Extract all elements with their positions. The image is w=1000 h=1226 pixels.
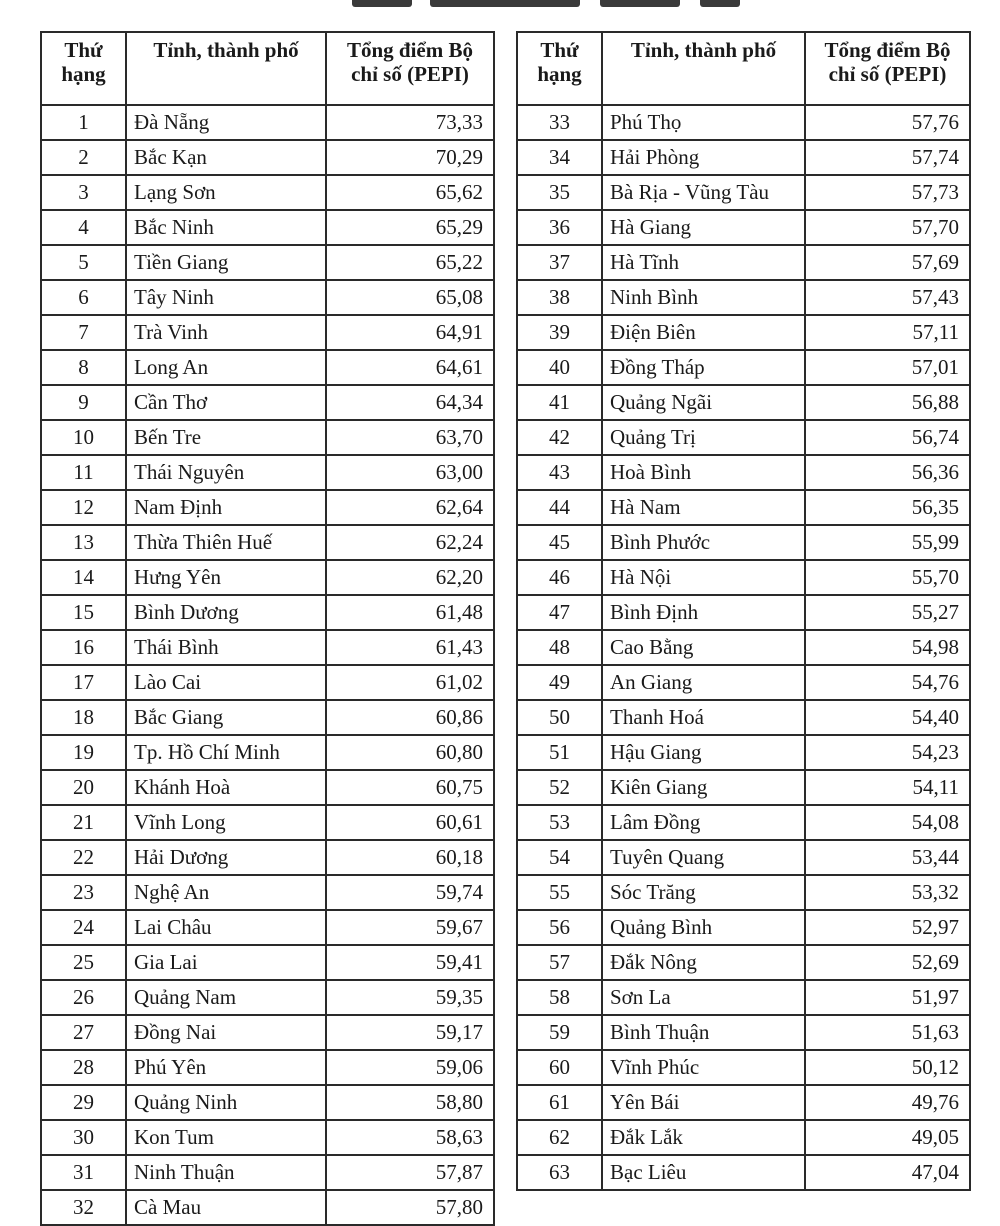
rank-cell: 11 bbox=[41, 455, 126, 490]
rank-cell: 7 bbox=[41, 315, 126, 350]
rank-cell: 32 bbox=[41, 1190, 126, 1225]
rank-cell: 5 bbox=[41, 245, 126, 280]
province-cell: Bình Dương bbox=[126, 595, 326, 630]
table-row bbox=[41, 735, 494, 770]
table-row bbox=[41, 350, 494, 385]
score-cell: 62,20 bbox=[326, 560, 494, 595]
table-row bbox=[517, 385, 970, 420]
score-cell: 59,67 bbox=[326, 910, 494, 945]
score-cell: 60,18 bbox=[326, 840, 494, 875]
score-cell: 57,43 bbox=[805, 280, 970, 315]
rank-cell: 24 bbox=[41, 910, 126, 945]
table-row bbox=[517, 105, 970, 140]
rank-cell: 14 bbox=[41, 560, 126, 595]
rank-cell: 49 bbox=[517, 665, 602, 700]
table-row bbox=[517, 735, 970, 770]
header-score-line2: chỉ số (PEPI) bbox=[351, 62, 469, 86]
table-row bbox=[41, 945, 494, 980]
province-cell: Thanh Hoá bbox=[602, 700, 805, 735]
score-cell: 59,06 bbox=[326, 1050, 494, 1085]
rank-cell: 16 bbox=[41, 630, 126, 665]
header-rank-line1: Thứ bbox=[64, 38, 103, 62]
rank-cell: 31 bbox=[41, 1155, 126, 1190]
rank-cell: 9 bbox=[41, 385, 126, 420]
rank-cell: 44 bbox=[517, 490, 602, 525]
rank-cell: 17 bbox=[41, 665, 126, 700]
province-cell: Kiên Giang bbox=[602, 770, 805, 805]
score-cell: 64,34 bbox=[326, 385, 494, 420]
score-cell: 47,04 bbox=[805, 1155, 970, 1190]
province-cell: Thái Nguyên bbox=[126, 455, 326, 490]
table-row bbox=[41, 1155, 494, 1190]
score-cell: 62,64 bbox=[326, 490, 494, 525]
province-cell: Bắc Ninh bbox=[126, 210, 326, 245]
province-cell: Khánh Hoà bbox=[126, 770, 326, 805]
province-cell: Lai Châu bbox=[126, 910, 326, 945]
score-cell: 57,69 bbox=[805, 245, 970, 280]
table-row bbox=[41, 630, 494, 665]
score-cell: 49,76 bbox=[805, 1085, 970, 1120]
rank-cell: 29 bbox=[41, 1085, 126, 1120]
province-cell: Hậu Giang bbox=[602, 735, 805, 770]
province-cell: Hải Dương bbox=[126, 840, 326, 875]
table-row bbox=[517, 140, 970, 175]
rank-cell: 51 bbox=[517, 735, 602, 770]
province-cell: An Giang bbox=[602, 665, 805, 700]
rank-cell: 48 bbox=[517, 630, 602, 665]
table-row bbox=[517, 875, 970, 910]
rank-cell: 50 bbox=[517, 700, 602, 735]
province-cell: Nam Định bbox=[126, 490, 326, 525]
table-row bbox=[41, 140, 494, 175]
table-row bbox=[41, 1050, 494, 1085]
score-cell: 53,32 bbox=[805, 875, 970, 910]
score-cell: 54,23 bbox=[805, 735, 970, 770]
score-cell: 51,63 bbox=[805, 1015, 970, 1050]
rank-cell: 8 bbox=[41, 350, 126, 385]
table-row bbox=[41, 700, 494, 735]
table-header-row bbox=[517, 32, 970, 105]
province-cell: Tây Ninh bbox=[126, 280, 326, 315]
rank-cell: 1 bbox=[41, 105, 126, 140]
province-cell: Bạc Liêu bbox=[602, 1155, 805, 1190]
province-cell: Cần Thơ bbox=[126, 385, 326, 420]
table-row bbox=[517, 1120, 970, 1155]
score-cell: 56,35 bbox=[805, 490, 970, 525]
rank-cell: 13 bbox=[41, 525, 126, 560]
province-cell: Điện Biên bbox=[602, 315, 805, 350]
table-row bbox=[517, 350, 970, 385]
province-cell: Quảng Ninh bbox=[126, 1085, 326, 1120]
province-cell: Hoà Bình bbox=[602, 455, 805, 490]
rank-cell: 15 bbox=[41, 595, 126, 630]
rank-cell: 43 bbox=[517, 455, 602, 490]
province-cell: Hà Giang bbox=[602, 210, 805, 245]
table-row bbox=[517, 945, 970, 980]
rank-cell: 54 bbox=[517, 840, 602, 875]
score-cell: 55,70 bbox=[805, 560, 970, 595]
province-cell: Sóc Trăng bbox=[602, 875, 805, 910]
table-row bbox=[517, 700, 970, 735]
rank-cell: 40 bbox=[517, 350, 602, 385]
ranking-table-right bbox=[516, 31, 971, 1191]
table-row bbox=[517, 420, 970, 455]
rank-cell: 21 bbox=[41, 805, 126, 840]
score-cell: 60,61 bbox=[326, 805, 494, 840]
score-cell: 73,33 bbox=[326, 105, 494, 140]
score-cell: 57,80 bbox=[326, 1190, 494, 1225]
rank-cell: 35 bbox=[517, 175, 602, 210]
table-row bbox=[41, 560, 494, 595]
rank-cell: 3 bbox=[41, 175, 126, 210]
header-rank-line2: hạng bbox=[537, 62, 582, 86]
header-score-line2: chỉ số (PEPI) bbox=[828, 62, 947, 86]
rank-cell: 26 bbox=[41, 980, 126, 1015]
province-cell: Đắk Nông bbox=[602, 945, 805, 980]
table-row bbox=[517, 1085, 970, 1120]
table-row bbox=[41, 210, 494, 245]
table-row bbox=[517, 1050, 970, 1085]
score-cell: 57,11 bbox=[805, 315, 970, 350]
table-row bbox=[41, 875, 494, 910]
province-cell: Yên Bái bbox=[602, 1085, 805, 1120]
rank-cell: 57 bbox=[517, 945, 602, 980]
table-row bbox=[41, 1120, 494, 1155]
score-cell: 65,22 bbox=[326, 245, 494, 280]
table-row bbox=[517, 1155, 970, 1190]
table-row bbox=[41, 910, 494, 945]
rank-cell: 18 bbox=[41, 700, 126, 735]
rank-cell: 61 bbox=[517, 1085, 602, 1120]
score-cell: 70,29 bbox=[326, 140, 494, 175]
score-cell: 60,75 bbox=[326, 770, 494, 805]
score-cell: 54,76 bbox=[805, 665, 970, 700]
province-cell: Tiền Giang bbox=[126, 245, 326, 280]
province-cell: Cao Bằng bbox=[602, 630, 805, 665]
province-cell: Lào Cai bbox=[126, 665, 326, 700]
score-cell: 49,05 bbox=[805, 1120, 970, 1155]
province-cell: Ninh Thuận bbox=[126, 1155, 326, 1190]
province-cell: Hưng Yên bbox=[126, 560, 326, 595]
header-province bbox=[602, 32, 805, 105]
header-rank-line1: Thứ bbox=[540, 38, 579, 62]
province-cell: Bình Thuận bbox=[602, 1015, 805, 1050]
score-cell: 65,08 bbox=[326, 280, 494, 315]
score-cell: 54,08 bbox=[805, 805, 970, 840]
score-cell: 52,69 bbox=[805, 945, 970, 980]
score-cell: 57,87 bbox=[326, 1155, 494, 1190]
score-cell: 59,74 bbox=[326, 875, 494, 910]
table-row bbox=[41, 595, 494, 630]
table-row bbox=[517, 980, 970, 1015]
table-row bbox=[41, 105, 494, 140]
score-cell: 53,44 bbox=[805, 840, 970, 875]
province-cell: Quảng Nam bbox=[126, 980, 326, 1015]
score-cell: 60,80 bbox=[326, 735, 494, 770]
header-rank-line2: hạng bbox=[61, 62, 106, 86]
rank-cell: 58 bbox=[517, 980, 602, 1015]
table-row bbox=[517, 910, 970, 945]
score-cell: 57,70 bbox=[805, 210, 970, 245]
table-row bbox=[41, 315, 494, 350]
table-row bbox=[41, 385, 494, 420]
ranking-table-left bbox=[40, 31, 495, 1226]
rank-cell: 56 bbox=[517, 910, 602, 945]
province-cell: Bà Rịa - Vũng Tàu bbox=[602, 175, 805, 210]
table-row bbox=[41, 805, 494, 840]
table-header-row bbox=[41, 32, 494, 105]
rank-cell: 39 bbox=[517, 315, 602, 350]
score-cell: 61,48 bbox=[326, 595, 494, 630]
province-cell: Phú Yên bbox=[126, 1050, 326, 1085]
score-cell: 58,63 bbox=[326, 1120, 494, 1155]
score-cell: 64,91 bbox=[326, 315, 494, 350]
header-rank bbox=[41, 32, 126, 105]
province-cell: Bình Phước bbox=[602, 525, 805, 560]
rank-cell: 19 bbox=[41, 735, 126, 770]
header-score bbox=[805, 32, 970, 105]
table-row bbox=[41, 490, 494, 525]
score-cell: 50,12 bbox=[805, 1050, 970, 1085]
table-row bbox=[41, 280, 494, 315]
header-score bbox=[326, 32, 494, 105]
rank-cell: 41 bbox=[517, 385, 602, 420]
province-cell: Lâm Đồng bbox=[602, 805, 805, 840]
province-cell: Vĩnh Long bbox=[126, 805, 326, 840]
table-row bbox=[41, 980, 494, 1015]
rank-cell: 42 bbox=[517, 420, 602, 455]
rank-cell: 28 bbox=[41, 1050, 126, 1085]
rank-cell: 4 bbox=[41, 210, 126, 245]
province-cell: Đồng Nai bbox=[126, 1015, 326, 1050]
score-cell: 64,61 bbox=[326, 350, 494, 385]
rank-cell: 25 bbox=[41, 945, 126, 980]
province-cell: Bình Định bbox=[602, 595, 805, 630]
rank-cell: 62 bbox=[517, 1120, 602, 1155]
score-cell: 62,24 bbox=[326, 525, 494, 560]
province-cell: Đà Nẵng bbox=[126, 105, 326, 140]
province-cell: Ninh Bình bbox=[602, 280, 805, 315]
province-cell: Bắc Giang bbox=[126, 700, 326, 735]
score-cell: 56,88 bbox=[805, 385, 970, 420]
score-cell: 59,17 bbox=[326, 1015, 494, 1050]
header-score-line1: Tổng điểm Bộ bbox=[824, 38, 951, 62]
province-cell: Hà Nội bbox=[602, 560, 805, 595]
rank-cell: 33 bbox=[517, 105, 602, 140]
table-row bbox=[41, 525, 494, 560]
province-cell: Phú Thọ bbox=[602, 105, 805, 140]
table-body-right bbox=[517, 105, 970, 1190]
table-row bbox=[41, 455, 494, 490]
rank-cell: 52 bbox=[517, 770, 602, 805]
table-row bbox=[41, 1085, 494, 1120]
table-row bbox=[517, 770, 970, 805]
score-cell: 63,70 bbox=[326, 420, 494, 455]
province-cell: Thái Bình bbox=[126, 630, 326, 665]
rank-cell: 6 bbox=[41, 280, 126, 315]
rank-cell: 34 bbox=[517, 140, 602, 175]
table-row bbox=[517, 840, 970, 875]
rank-cell: 10 bbox=[41, 420, 126, 455]
rank-cell: 60 bbox=[517, 1050, 602, 1085]
score-cell: 55,27 bbox=[805, 595, 970, 630]
score-cell: 52,97 bbox=[805, 910, 970, 945]
table-row bbox=[517, 805, 970, 840]
table-row bbox=[517, 490, 970, 525]
rank-cell: 38 bbox=[517, 280, 602, 315]
table-row bbox=[517, 280, 970, 315]
table-row bbox=[517, 315, 970, 350]
score-cell: 60,86 bbox=[326, 700, 494, 735]
table-row bbox=[41, 770, 494, 805]
table-row bbox=[517, 1015, 970, 1050]
rank-cell: 46 bbox=[517, 560, 602, 595]
table-row bbox=[41, 245, 494, 280]
score-cell: 61,43 bbox=[326, 630, 494, 665]
province-cell: Quảng Trị bbox=[602, 420, 805, 455]
rank-cell: 2 bbox=[41, 140, 126, 175]
table-row bbox=[517, 665, 970, 700]
province-cell: Hà Tĩnh bbox=[602, 245, 805, 280]
rank-cell: 27 bbox=[41, 1015, 126, 1050]
rank-cell: 20 bbox=[41, 770, 126, 805]
province-cell: Hải Phòng bbox=[602, 140, 805, 175]
table-body-left bbox=[41, 105, 494, 1225]
province-cell: Cà Mau bbox=[126, 1190, 326, 1225]
province-cell: Đắk Lắk bbox=[602, 1120, 805, 1155]
province-cell: Vĩnh Phúc bbox=[602, 1050, 805, 1085]
score-cell: 56,74 bbox=[805, 420, 970, 455]
score-cell: 61,02 bbox=[326, 665, 494, 700]
header-rank bbox=[517, 32, 602, 105]
table-row bbox=[517, 245, 970, 280]
score-cell: 54,11 bbox=[805, 770, 970, 805]
province-cell: Gia Lai bbox=[126, 945, 326, 980]
score-cell: 65,62 bbox=[326, 175, 494, 210]
score-cell: 56,36 bbox=[805, 455, 970, 490]
rank-cell: 63 bbox=[517, 1155, 602, 1190]
score-cell: 58,80 bbox=[326, 1085, 494, 1120]
province-cell: Thừa Thiên Huế bbox=[126, 525, 326, 560]
score-cell: 63,00 bbox=[326, 455, 494, 490]
rank-cell: 37 bbox=[517, 245, 602, 280]
province-cell: Bắc Kạn bbox=[126, 140, 326, 175]
rank-cell: 12 bbox=[41, 490, 126, 525]
table-row bbox=[41, 665, 494, 700]
rank-cell: 55 bbox=[517, 875, 602, 910]
rank-cell: 23 bbox=[41, 875, 126, 910]
score-cell: 55,99 bbox=[805, 525, 970, 560]
province-cell: Kon Tum bbox=[126, 1120, 326, 1155]
table-row bbox=[41, 840, 494, 875]
province-cell: Hà Nam bbox=[602, 490, 805, 525]
province-cell: Sơn La bbox=[602, 980, 805, 1015]
table-row bbox=[517, 560, 970, 595]
province-cell: Quảng Ngãi bbox=[602, 385, 805, 420]
table-row bbox=[517, 455, 970, 490]
score-cell: 57,73 bbox=[805, 175, 970, 210]
province-cell: Quảng Bình bbox=[602, 910, 805, 945]
province-cell: Lạng Sơn bbox=[126, 175, 326, 210]
table-row bbox=[517, 595, 970, 630]
table-row bbox=[41, 1015, 494, 1050]
table-row bbox=[41, 420, 494, 455]
province-cell: Bến Tre bbox=[126, 420, 326, 455]
table-row bbox=[517, 210, 970, 245]
rank-cell: 45 bbox=[517, 525, 602, 560]
score-cell: 57,74 bbox=[805, 140, 970, 175]
score-cell: 65,29 bbox=[326, 210, 494, 245]
province-cell: Trà Vinh bbox=[126, 315, 326, 350]
score-cell: 51,97 bbox=[805, 980, 970, 1015]
score-cell: 57,01 bbox=[805, 350, 970, 385]
score-cell: 59,35 bbox=[326, 980, 494, 1015]
header-province bbox=[126, 32, 326, 105]
rank-cell: 59 bbox=[517, 1015, 602, 1050]
table-row bbox=[517, 175, 970, 210]
score-cell: 57,76 bbox=[805, 105, 970, 140]
header-score-line1: Tổng điểm Bộ bbox=[346, 38, 474, 62]
rank-cell: 53 bbox=[517, 805, 602, 840]
province-cell: Nghệ An bbox=[126, 875, 326, 910]
score-cell: 54,40 bbox=[805, 700, 970, 735]
province-cell: Đồng Tháp bbox=[602, 350, 805, 385]
rank-cell: 30 bbox=[41, 1120, 126, 1155]
province-cell: Tp. Hồ Chí Minh bbox=[126, 735, 326, 770]
header-province-label: Tỉnh, thành phố bbox=[630, 38, 777, 62]
table-row bbox=[41, 175, 494, 210]
rank-cell: 36 bbox=[517, 210, 602, 245]
rank-cell: 22 bbox=[41, 840, 126, 875]
table-row bbox=[517, 525, 970, 560]
header-province-label: Tỉnh, thành phố bbox=[153, 38, 299, 62]
table-row bbox=[41, 1190, 494, 1225]
table-row bbox=[517, 630, 970, 665]
province-cell: Long An bbox=[126, 350, 326, 385]
score-cell: 59,41 bbox=[326, 945, 494, 980]
cropped-title-fragment bbox=[0, 0, 1000, 14]
rank-cell: 47 bbox=[517, 595, 602, 630]
score-cell: 54,98 bbox=[805, 630, 970, 665]
province-cell: Tuyên Quang bbox=[602, 840, 805, 875]
